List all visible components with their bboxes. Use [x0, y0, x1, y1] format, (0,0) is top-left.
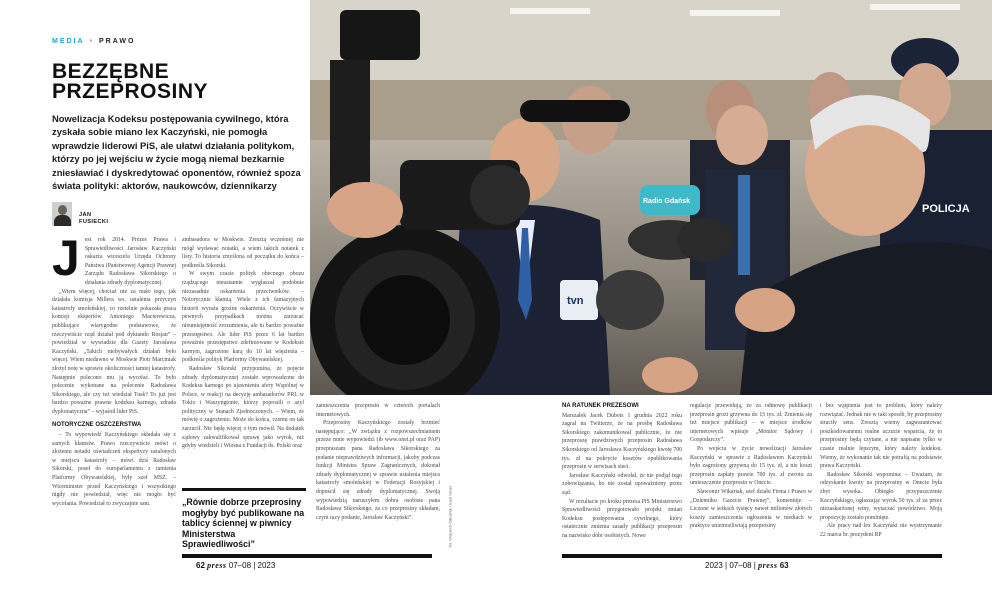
col2-paragraph-1: ambasadora w Moskwie. Zresztą wcześniej nie mógł wydawać notatki, a wiem takich notatek z listy. To historia zmyślona od początku do końca – podkreśla Sikorski.	[182, 237, 304, 269]
col6-paragraph-2: Radosław Sikorski wspomina: – Uważam, że odzyskanie kwoty na przeprosiny w Onecie była zbyt wysoka. Obiegło przypuszczenie Kaczyńskiego, ogłaszając wyrok 50 tys. zł za przez niezaskarżonej winy, wytaczać powództwo. Moją propozycję zostało pominięte.	[820, 471, 942, 521]
text-column-4	[562, 402, 682, 552]
hand	[327, 182, 403, 238]
text-column-1	[52, 236, 176, 554]
right-folio	[705, 561, 789, 570]
section-separator: •	[89, 38, 95, 45]
press-photo-illustration	[310, 0, 992, 395]
subheading-na-ratunek: NA RATUNEK PREZESOWI	[562, 403, 639, 409]
col1-paragraph-1: est rok 2014. Prezes Prawa i Sprawiedliwości Jarosław Kaczyński oskarża wiceszefa Urzędu Ochrony Państwa (Państwowej Agencji Prawnej Zarządu Radosława Sikorskiego o działania zdrady dyplomatycznej.	[84, 237, 176, 286]
section-prawo: PRAWO	[99, 38, 136, 45]
ceiling-light	[690, 10, 780, 16]
col1-paragraph-2: „Wiem więcej, chociaż nie za mało tego, jak działała komisja Millera ws. ustalenia przyczyn katastrofy smoleńskiej, co rzetelnie pokazała praca komisji ekspertów Antoniego Macierewicza, publikujące wiarygodne podstawowe, że rzeczywiście rząd działał pod dyktando Rosjan” – powiedział w wywiadzie dla Gazety Jarosława Kaczyński. „Takich niebywałych działań było więcej. Wiem niedawno w Moskwie Piotr Marciniak złożył notę w sprawie okoliczności tamtej katastrofy. Następnie polecono mu ją wycofać. To było polecenie wykonane na polecenie Radosława Sikorskiego, ale czy też wiedział Tusk? To już jest bardzo poważne prawne kodeksu karnego, zdrada dyplomatyczna” – wyjaśnił lider PiS.	[52, 288, 176, 415]
col5-paragraph-2: Po wejściu w życie nowelizacji Jarosław Kaczyński w sprawie z Radosławem Kaczyński było zagrożony grzywną do 15 tys. zł, a nie koszt przeprosin zapłaty prawie 700 tys. zł zwrotu za umieszczenie przeprosin w Onecie.	[690, 445, 812, 487]
right-issue: 2023 | 07–08 |	[705, 561, 756, 570]
avatar-body	[54, 215, 71, 226]
left-page-number: 62	[196, 561, 205, 570]
lead-paragraph: Nowelizacja Kodeksu postępowania cywilnego, która zyskała sobie miano lex Kaczyński, nie pomogła wprawdzie liderowi PiS, ale ułatwi działania politykom, którzy po jej wejściu w życie mogą niemal bezkarnie zniesławiać i dyskredytować oponentów, również spoza świata polityki: aktorów, naukowców, dziennikarzy	[52, 113, 301, 192]
col3-paragraph-2: Przeprosiny Kaczyńskiego zostały brzmieć następująco: „W związku z rozpowszechnianiem przeze mnie wypowiedzi (ib www.onet.pl oraz PAP) przepraszam pana Radosława Sikorskiego za podanie nieprawdziwych informacji, jakoby podczas funkcji Ministra Spraw Zagranicznych, dokonał zdrady dyplomatycznej w sprawie ustalenia miejsca katastrofy smoleńskiej w Federacji Rosyjskiej i dopuścił się zdrady dyplomatycznej. Swoją wypowiedzią naruszyłem dobra osobiste pana Radosława Sikorskiego, za co przeprosiny składam, czyni razy podanie, Jarosław Kaczyński”.	[316, 420, 440, 521]
avatar-head	[58, 205, 67, 215]
author-first-name: JAN	[79, 212, 92, 218]
col5-paragraph-3: Sławomir Wikariak, szef działu Firma i Prawo w „Dzienniku Gazecie Prawnej”, komentuje: – Liczone w setkach tysięcy nawet milionów złotych koszty zamieszczenia ogłoszenia w mediach w praktyce uniemożliwiają przeprosiny	[690, 488, 812, 530]
hand	[735, 288, 795, 332]
col4-paragraph-3: W rezultacie po kroku prezesa PiS Ministerstwo Sprawiedliwości przygotowało projekt zmian Kodeksu postępowania cywilnego, który ostatecznie zmienia zasady publikacji przeprosin na nazwisko dóbr osobistych. Nowe	[562, 498, 682, 539]
man-face	[716, 105, 768, 165]
mic-foam	[596, 270, 664, 330]
mic-foam	[677, 218, 733, 262]
author-byline	[52, 202, 172, 226]
col2-paragraph-3: Radosław Sikorski przypomina, że pojęcie zdrady dyplomatycznej zostało wprowadzone do Kodeksu karnego po ujawnieniu afery Wspólnej w Polsce, w reakcji na decyzję ambasadorów PRL w Tokio i Waszyngtonie, którzy poprosili o azyl polityczny w Stanach Zjednoczonych. – Wiem, że mówię o zagrożeniu. Może do końca, czemu on tak zarzucił. Nie będę więcej o tym mówił. Na dodatek sądowy zakwalifikował sprawę jako wyrok, niż gdyby wiedzieli i Wiosna z Fundacji ds. Polski oraz	[182, 365, 304, 450]
tvn-mic-label: tvn	[567, 295, 584, 307]
headline	[52, 62, 302, 102]
camera-lens-small	[470, 165, 530, 225]
text-column-3	[316, 402, 440, 552]
left-issue: 07–08 | 2023	[228, 561, 276, 570]
right-footer-rule	[562, 554, 942, 558]
col4-paragraph-1: Marszałek Jacek Dubois 1 grudnia 2022 roku zagrał na Twitterze, że na prośbę Radosława Sikorskiego zakomunikował publicznie, że nie przeproszę prawdziwych przeprosin Radosława Sikorskiego od Jarosława Kaczyńskiego kwotę 700 tys. zł na pokrycie kosztów opublikowania przeprosin w serwisach sieci.	[562, 412, 682, 471]
hand	[642, 357, 698, 393]
left-footer-rule	[182, 554, 432, 558]
text-column-6	[820, 402, 942, 552]
col6-paragraph-1: i bez wątpienia jest to problem, który należy rozwiązać. Jednak nie w taki sposób, by przeprosiny straciły sens. Zresztą wiemy zagwarantować poszkodowanemu realne uczucie wsparcia, że to przeprosiny będą czytane, a nie napisane tylko w czasie realnie lepszym, który należy kodeksu. Wiemy, że wykonanie tak nie potrafią na podstawie prawa Kaczyński.	[820, 403, 942, 470]
camera-operator	[330, 60, 370, 200]
left-brand: press	[207, 561, 227, 570]
boom-microphone	[520, 100, 630, 122]
press-photo	[310, 0, 992, 395]
pull-quote: „Równie dobrze przeprosiny mogłyby być publikowane na tablicy ściennej w piwnicy Ministerstwa Sprawiedliwości”	[182, 488, 306, 550]
col3-paragraph-1: zamieszczenia przeprosin w czterech portalach internetowych.	[316, 403, 440, 418]
ceiling-light	[510, 8, 590, 14]
headline-line-1: BEZZĘBNE	[52, 60, 170, 83]
author-last-name: FUSIECKI	[79, 218, 109, 225]
photo-credit	[445, 470, 451, 548]
tv-camera	[340, 10, 420, 60]
col5-paragraph-1: regulacje przewidują, że za odmowę publikacji przeprosin grozi grzywna do 15 tys. zł. Zmienia się też miejsce publikacji – w miejsce środków internetowych wpisuje „Monitor Sądowy i Gospodarczy”.	[690, 403, 812, 444]
col2-paragraph-2: W swym czasie polityk obecnego obozu rządzącego nieustannie wygłaszał podobnie niezasadnie oskarżenia przeciwników. – Notorycznie kłamią. Wiele z ich fantazyjnych historii wyraża groźne oskarżenia. Oczywiście w pewnych przypadkach można zarzucać nieumiejętność zrozumienia, ale tu bardzo poważne przestępstwo. Ale lider PiS przez 6 lat bardzo poważnie przestępstwo zdefiniowane w Kodeksie karnym, zagrożone karą do 10 lat więzienia – podkreśla polityk Platformy Obywatelskiej.	[182, 271, 304, 364]
col1-paragraph-3: – To wypowiedź Kaczyńskiego składała się z samych kłamstw. Prawo rzeczywiście mówi o złożeniu notatki oświadczeń ekspertyzy ustalonych w miejscu katastrofy – mówi dziś Radosław Sikorski, poseł do europarlamentu z ramienia Platformy Obywatelskiej, były szef MSZ. – Wiceminister przed Kaczyńskiego i wszystkiego nigdy nie powiedział, więc nie mogło być wycofania. Powiedział to zwyczajnie sam.	[52, 432, 176, 507]
camera-lens-glass	[360, 275, 450, 365]
subheading-notoryczne: NOTORYCZNE OSZCZERSTWA	[52, 422, 142, 429]
right-brand: press	[758, 561, 778, 570]
text-column-2	[182, 236, 304, 486]
section-media: MEDIA	[52, 38, 85, 45]
author-avatar	[52, 202, 72, 226]
photo-credit-text: fot. Wojciech Olkuśnik / East News	[447, 485, 453, 548]
col4-paragraph-2: Jarosław Kaczyński odwołał, że nie podjął tego zobowiązania, bo nie został upoważniony przez sąd.	[562, 472, 682, 496]
left-folio	[196, 561, 275, 570]
col6-paragraph-3: Ale pracy nad lex Kaczyński nie wystrzymanie 22 marca br. prezydent RP	[820, 523, 942, 538]
police-label: POLICJA	[922, 203, 970, 215]
ceiling-light	[870, 4, 960, 10]
author-name	[79, 212, 108, 225]
drop-cap: J	[52, 236, 80, 286]
section-label	[52, 38, 135, 45]
right-page-number: 63	[779, 561, 789, 570]
text-column-5	[690, 402, 812, 552]
radio-gdansk-label: Radio Gdańsk	[643, 198, 691, 205]
man-tie	[738, 175, 750, 275]
headline-line-2: PRZEPROSINY	[52, 80, 209, 103]
